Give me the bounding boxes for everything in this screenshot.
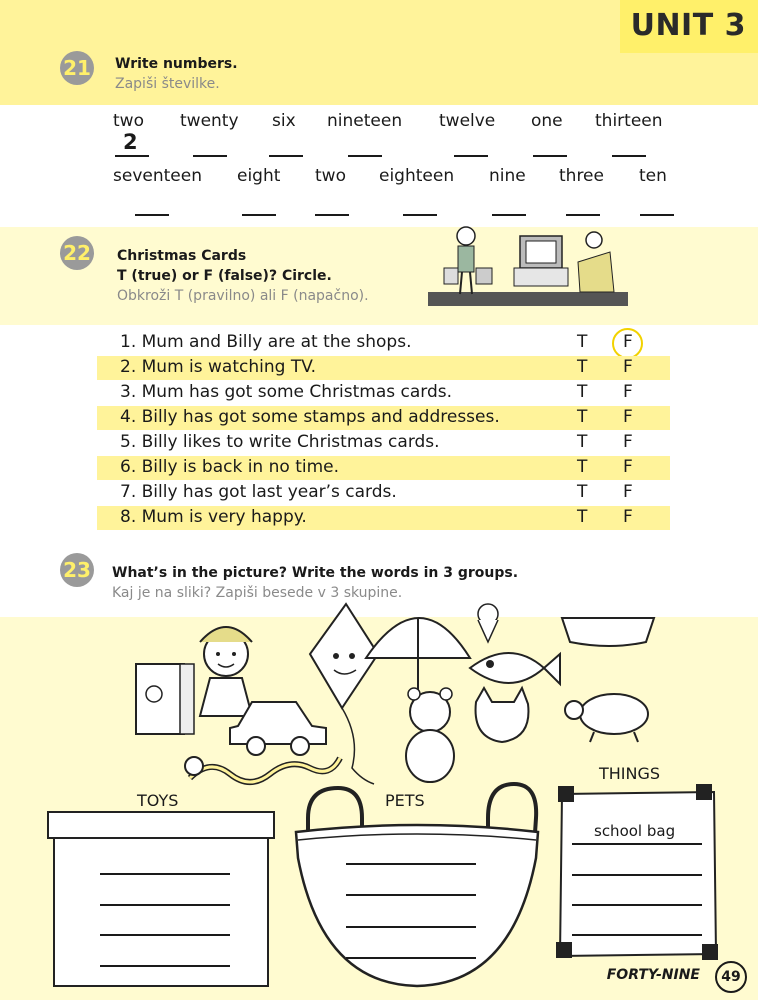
things-write-line[interactable] xyxy=(572,904,702,906)
tf-false-option[interactable]: F xyxy=(623,432,633,452)
things-write-line[interactable] xyxy=(572,843,702,845)
tf-row xyxy=(97,506,670,530)
things-example-answer: school bag xyxy=(594,822,676,840)
ex21-subtitle: Zapiši številke. xyxy=(115,76,220,92)
ex22-subtitle: Obkroži T (pravilno) ali F (napačno). xyxy=(117,288,369,304)
ex21-word: eight xyxy=(237,166,281,186)
ex21-word: twenty xyxy=(180,111,239,131)
ex21-blank[interactable] xyxy=(454,155,488,157)
pets-write-line[interactable] xyxy=(346,863,476,865)
ex21-blank[interactable] xyxy=(348,155,382,157)
ex23-number-badge: 23 xyxy=(60,553,94,587)
ex22-header-band xyxy=(0,227,758,325)
tf-false-option[interactable]: F xyxy=(623,507,633,527)
tf-false-option[interactable]: F xyxy=(623,482,633,502)
tf-false-option[interactable]: F xyxy=(623,382,633,402)
pets-write-line[interactable] xyxy=(346,957,476,959)
ex23-title: What’s in the picture? Write the words in 3 groups. xyxy=(112,565,519,581)
ex23-subtitle: Kaj je na sliki? Zapiši besede v 3 skupine. xyxy=(112,585,403,601)
ex21-blank[interactable] xyxy=(315,214,349,216)
tf-false-option[interactable]: F xyxy=(623,457,633,477)
ex21-blank[interactable] xyxy=(135,214,169,216)
ex21-word: ten xyxy=(639,166,667,186)
things-label: THINGS xyxy=(599,764,661,783)
ex21-blank[interactable] xyxy=(403,214,437,216)
tf-statement: 1. Mum and Billy are at the shops. xyxy=(120,332,412,352)
christmas-cards-illustration xyxy=(428,222,628,306)
unit-title: UNIT 3 xyxy=(630,8,746,43)
ex21-word: two xyxy=(315,166,346,186)
tf-false-option[interactable]: F xyxy=(623,407,633,427)
tf-statement: 8. Mum is very happy. xyxy=(120,507,307,527)
ex21-word: three xyxy=(559,166,604,186)
pets-write-line[interactable] xyxy=(346,926,476,928)
ex21-blank[interactable] xyxy=(269,155,303,157)
ex21-blank[interactable] xyxy=(612,155,646,157)
ex21-word: six xyxy=(272,111,296,131)
ex22-title-instruction: T (true) or F (false)? Circle. xyxy=(117,268,332,284)
toys-write-line[interactable] xyxy=(100,873,230,875)
tf-true-option[interactable]: T xyxy=(577,407,588,427)
tf-statement: 2. Mum is watching TV. xyxy=(120,357,317,377)
things-write-line[interactable] xyxy=(572,934,702,936)
ex21-word: thirteen xyxy=(595,111,663,131)
ex21-word: nineteen xyxy=(327,111,403,131)
toys-write-line[interactable] xyxy=(100,934,230,936)
tf-row xyxy=(97,481,670,505)
toys-write-line[interactable] xyxy=(100,904,230,906)
toys-label: TOYS xyxy=(137,791,179,810)
ex21-word: seventeen xyxy=(113,166,202,186)
pets-write-line[interactable] xyxy=(346,894,476,896)
tf-true-option[interactable]: T xyxy=(577,482,588,502)
ex21-blank[interactable] xyxy=(533,155,567,157)
tf-statement: 6. Billy is back in no time. xyxy=(120,457,339,477)
ex21-blank[interactable] xyxy=(566,214,600,216)
things-write-line[interactable] xyxy=(572,874,702,876)
toys-box xyxy=(46,810,276,988)
tf-true-option[interactable]: T xyxy=(577,357,588,377)
ex21-word: twelve xyxy=(439,111,496,131)
tf-true-option[interactable]: T xyxy=(577,457,588,477)
tf-row xyxy=(97,456,670,480)
tf-true-option[interactable]: T xyxy=(577,507,588,527)
tf-statement: 7. Billy has got last year’s cards. xyxy=(120,482,397,502)
ex21-word: two xyxy=(113,111,144,131)
tf-true-option[interactable]: T xyxy=(577,382,588,402)
tf-row xyxy=(97,331,670,355)
ex21-blank[interactable] xyxy=(242,214,276,216)
pets-label: PETS xyxy=(385,791,425,810)
ex21-word: eighteen xyxy=(379,166,455,186)
tf-statement: 3. Mum has got some Christmas cards. xyxy=(120,382,453,402)
ex21-blank[interactable] xyxy=(115,155,149,157)
ex21-word: one xyxy=(531,111,563,131)
tf-statement: 5. Billy likes to write Christmas cards. xyxy=(120,432,440,452)
page-number-word: FORTY-NINE xyxy=(606,967,700,983)
tf-row xyxy=(97,406,670,430)
ex21-word: nine xyxy=(489,166,526,186)
tf-row xyxy=(97,356,670,380)
tf-row xyxy=(97,431,670,455)
ex22-number-badge: 22 xyxy=(60,236,94,270)
ex21-example-answer: 2 xyxy=(123,130,138,154)
tf-true-option[interactable]: T xyxy=(577,332,588,352)
toys-write-line[interactable] xyxy=(100,965,230,967)
ex21-title: Write numbers. xyxy=(115,56,238,72)
tf-false-option[interactable]: F xyxy=(623,357,633,377)
tf-false-option[interactable]: F xyxy=(623,332,633,352)
ex22-title: Christmas Cards xyxy=(117,248,247,264)
ex21-blank[interactable] xyxy=(492,214,526,216)
tf-row xyxy=(97,381,670,405)
ex21-number-badge: 21 xyxy=(60,51,94,85)
tf-statement: 4. Billy has got some stamps and addresses. xyxy=(120,407,500,427)
page-number: 49 xyxy=(715,961,747,993)
toys-pets-things-illustration xyxy=(130,598,670,798)
ex21-blank[interactable] xyxy=(193,155,227,157)
ex21-blank[interactable] xyxy=(640,214,674,216)
tf-true-option[interactable]: T xyxy=(577,432,588,452)
